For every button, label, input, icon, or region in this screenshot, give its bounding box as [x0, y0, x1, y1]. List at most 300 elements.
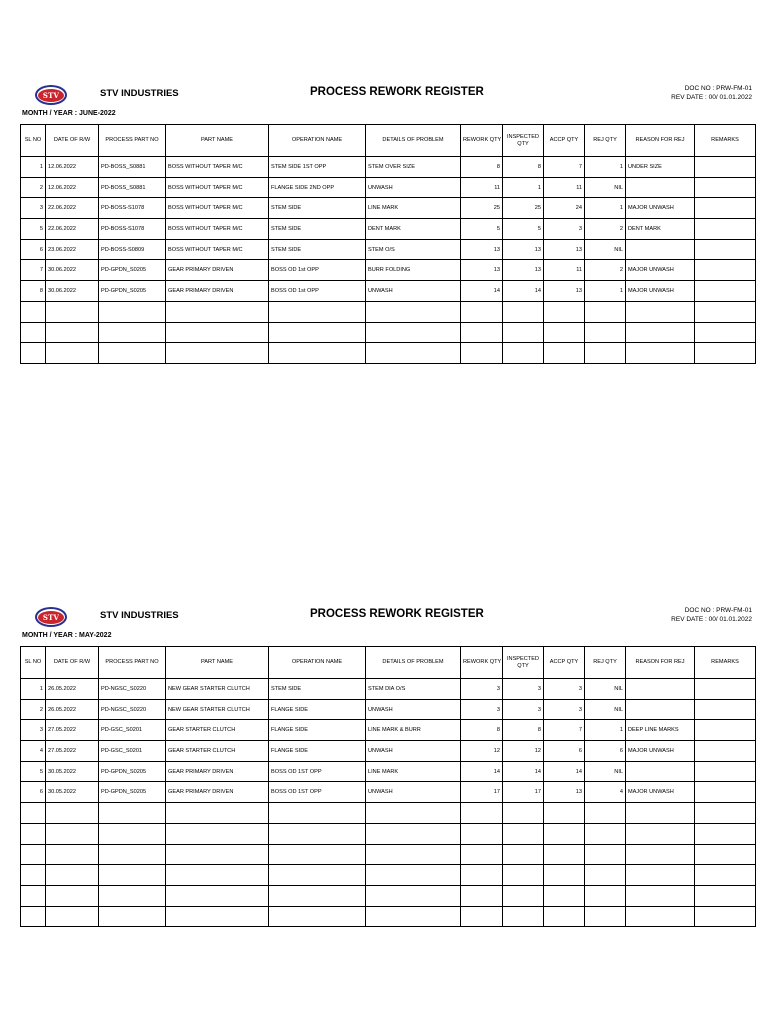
empty-cell	[626, 803, 695, 824]
cell-reason	[626, 699, 695, 720]
cell-rework-qty: 13	[461, 260, 503, 281]
cell-accp-qty: 3	[544, 699, 585, 720]
empty-row	[21, 803, 756, 824]
cell-rej-qty: 1	[585, 198, 626, 219]
empty-cell	[544, 885, 585, 906]
cell-rej-qty: NIL	[585, 699, 626, 720]
cell-part-name: GEAR STARTER CLUTCH	[166, 741, 269, 762]
cell-problem: DENT MARK	[366, 219, 461, 240]
table-row	[21, 281, 756, 302]
empty-cell	[21, 844, 46, 865]
cell-operation: STEM SIDE	[269, 239, 366, 260]
column-header-operation: OPERATION NAME	[269, 647, 366, 679]
cell-operation: STEM SIDE	[269, 198, 366, 219]
cell-part-name: BOSS WITHOUT TAPER M/C	[166, 198, 269, 219]
cell-inspected-qty: 3	[503, 699, 544, 720]
empty-cell	[585, 906, 626, 927]
cell-rework-qty: 8	[461, 720, 503, 741]
empty-cell	[544, 865, 585, 886]
empty-cell	[366, 343, 461, 364]
cell-remarks	[695, 239, 756, 260]
empty-cell	[269, 343, 366, 364]
empty-cell	[269, 844, 366, 865]
empty-cell	[503, 322, 544, 343]
cell-rework-qty: 13	[461, 239, 503, 260]
cell-operation: BOSS OD 1ST OPP	[269, 761, 366, 782]
cell-date: 12.06.2022	[46, 157, 99, 178]
empty-cell	[366, 301, 461, 322]
empty-cell	[99, 823, 166, 844]
empty-cell	[21, 301, 46, 322]
empty-cell	[99, 906, 166, 927]
cell-rej-qty: NIL	[585, 761, 626, 782]
column-header-part-no: PROCESS PART NO	[99, 125, 166, 157]
empty-cell	[21, 823, 46, 844]
column-header-part-no: PROCESS PART NO	[99, 647, 166, 679]
empty-cell	[99, 885, 166, 906]
cell-accp-qty: 3	[544, 219, 585, 240]
column-header-reason: REASON FOR REJ	[626, 647, 695, 679]
empty-cell	[695, 844, 756, 865]
column-header-sl-no: SL NO	[21, 647, 46, 679]
empty-row	[21, 906, 756, 927]
cell-part-name: GEAR PRIMARY DRIVEN	[166, 281, 269, 302]
empty-cell	[99, 322, 166, 343]
empty-cell	[626, 322, 695, 343]
empty-cell	[461, 301, 503, 322]
empty-cell	[99, 803, 166, 824]
cell-remarks	[695, 679, 756, 700]
stv-logo	[35, 85, 67, 105]
empty-cell	[99, 301, 166, 322]
cell-sl-no: 6	[21, 239, 46, 260]
cell-operation: BOSS OD 1ST OPP	[269, 782, 366, 803]
cell-date: 23.06.2022	[46, 239, 99, 260]
cell-remarks	[695, 198, 756, 219]
register-header	[20, 602, 755, 639]
cell-part-name: GEAR PRIMARY DRIVEN	[166, 260, 269, 281]
cell-part-no: PD-NGSC_S0220	[99, 679, 166, 700]
cell-sl-no: 3	[21, 198, 46, 219]
cell-part-no: PD-GPDN_S0205	[99, 761, 166, 782]
cell-problem: UNWASH	[366, 782, 461, 803]
cell-accp-qty: 11	[544, 260, 585, 281]
company-name: STV INDUSTRIES	[100, 610, 179, 621]
empty-cell	[461, 322, 503, 343]
cell-operation: BOSS OD 1st OPP	[269, 260, 366, 281]
cell-sl-no: 8	[21, 281, 46, 302]
cell-rej-qty: 1	[585, 157, 626, 178]
empty-cell	[544, 906, 585, 927]
cell-inspected-qty: 13	[503, 239, 544, 260]
empty-cell	[46, 844, 99, 865]
cell-problem: UNWASH	[366, 699, 461, 720]
empty-cell	[166, 906, 269, 927]
cell-reason: DENT MARK	[626, 219, 695, 240]
empty-cell	[695, 343, 756, 364]
cell-accp-qty: 24	[544, 198, 585, 219]
cell-remarks	[695, 157, 756, 178]
empty-cell	[21, 803, 46, 824]
cell-reason: DEEP LINE MARKS	[626, 720, 695, 741]
cell-inspected-qty: 8	[503, 720, 544, 741]
cell-sl-no: 5	[21, 219, 46, 240]
rev-date: REV DATE : 00/ 01.01.2022	[671, 93, 752, 101]
register-title: PROCESS REWORK REGISTER	[310, 608, 484, 620]
cell-part-no: PD-BOSS_S0881	[99, 157, 166, 178]
empty-cell	[695, 301, 756, 322]
cell-part-no: PD-GPDN_S0205	[99, 281, 166, 302]
empty-cell	[166, 823, 269, 844]
empty-cell	[21, 343, 46, 364]
table-row	[21, 741, 756, 762]
cell-date: 12.06.2022	[46, 177, 99, 198]
cell-reason: MAJOR UNWASH	[626, 198, 695, 219]
cell-operation: FLANGE SIDE	[269, 741, 366, 762]
empty-cell	[626, 844, 695, 865]
cell-date: 26.05.2022	[46, 679, 99, 700]
cell-part-name: GEAR PRIMARY DRIVEN	[166, 761, 269, 782]
empty-cell	[695, 906, 756, 927]
cell-remarks	[695, 260, 756, 281]
cell-accp-qty: 7	[544, 720, 585, 741]
cell-reason: MAJOR UNWASH	[626, 260, 695, 281]
cell-problem: STEM DIA O/S	[366, 679, 461, 700]
empty-cell	[695, 823, 756, 844]
cell-remarks	[695, 741, 756, 762]
empty-cell	[21, 865, 46, 886]
cell-remarks	[695, 281, 756, 302]
empty-cell	[46, 343, 99, 364]
cell-sl-no: 6	[21, 782, 46, 803]
empty-cell	[99, 844, 166, 865]
column-header-accp-qty: ACCP QTY	[544, 647, 585, 679]
empty-cell	[544, 322, 585, 343]
empty-cell	[503, 885, 544, 906]
cell-remarks	[695, 219, 756, 240]
doc-info	[671, 607, 752, 624]
column-header-inspected-qty: INSPECTED QTY	[503, 125, 544, 157]
empty-cell	[585, 301, 626, 322]
cell-rework-qty: 17	[461, 782, 503, 803]
cell-part-no: PD-GSC_S0201	[99, 741, 166, 762]
empty-cell	[46, 906, 99, 927]
cell-accp-qty: 13	[544, 281, 585, 302]
empty-cell	[166, 844, 269, 865]
table-body	[21, 157, 756, 364]
cell-inspected-qty: 1	[503, 177, 544, 198]
cell-rework-qty: 3	[461, 679, 503, 700]
cell-reason	[626, 177, 695, 198]
cell-accp-qty: 13	[544, 782, 585, 803]
empty-cell	[503, 823, 544, 844]
table-row	[21, 720, 756, 741]
table-header-row	[21, 125, 756, 157]
column-header-remarks: REMARKS	[695, 125, 756, 157]
empty-cell	[626, 301, 695, 322]
cell-sl-no: 7	[21, 260, 46, 281]
table-body	[21, 679, 756, 927]
cell-problem: LINE MARK & BURR	[366, 720, 461, 741]
empty-cell	[461, 343, 503, 364]
column-header-rework-qty: REWORK QTY	[461, 647, 503, 679]
cell-problem: UNWASH	[366, 281, 461, 302]
cell-rej-qty: NIL	[585, 239, 626, 260]
empty-cell	[503, 865, 544, 886]
cell-remarks	[695, 782, 756, 803]
cell-part-no: PD-BOSS-S1078	[99, 198, 166, 219]
empty-cell	[46, 823, 99, 844]
empty-cell	[461, 803, 503, 824]
cell-reason	[626, 761, 695, 782]
doc-number: DOC NO : PRW-FM-01	[684, 85, 752, 92]
empty-cell	[46, 301, 99, 322]
empty-cell	[503, 803, 544, 824]
empty-cell	[46, 865, 99, 886]
cell-date: 30.06.2022	[46, 260, 99, 281]
empty-cell	[461, 906, 503, 927]
table-row	[21, 239, 756, 260]
cell-inspected-qty: 3	[503, 679, 544, 700]
cell-rej-qty: 1	[585, 281, 626, 302]
rework-table	[20, 124, 756, 364]
cell-date: 27.05.2022	[46, 720, 99, 741]
empty-cell	[695, 803, 756, 824]
doc-number: DOC NO : PRW-FM-01	[684, 607, 752, 614]
column-header-date: DATE OF R/W	[46, 125, 99, 157]
cell-part-name: GEAR STARTER CLUTCH	[166, 720, 269, 741]
cell-date: 30.05.2022	[46, 782, 99, 803]
cell-part-no: PD-GPDN_S0205	[99, 260, 166, 281]
empty-cell	[585, 322, 626, 343]
table-row	[21, 198, 756, 219]
cell-accp-qty: 14	[544, 761, 585, 782]
cell-part-no: PD-BOSS_S0881	[99, 177, 166, 198]
cell-accp-qty: 13	[544, 239, 585, 260]
column-header-part-name: PART NAME	[166, 647, 269, 679]
empty-cell	[269, 823, 366, 844]
empty-row	[21, 343, 756, 364]
cell-rework-qty: 14	[461, 761, 503, 782]
cell-part-name: BOSS WITHOUT TAPER M/C	[166, 239, 269, 260]
cell-remarks	[695, 699, 756, 720]
table-row	[21, 761, 756, 782]
empty-cell	[366, 322, 461, 343]
empty-cell	[461, 844, 503, 865]
cell-rej-qty: 6	[585, 741, 626, 762]
cell-problem: LINE MARK	[366, 761, 461, 782]
cell-rework-qty: 14	[461, 281, 503, 302]
cell-accp-qty: 11	[544, 177, 585, 198]
empty-cell	[166, 865, 269, 886]
cell-rej-qty: 2	[585, 219, 626, 240]
table-row	[21, 219, 756, 240]
company-name: STV INDUSTRIES	[100, 88, 179, 99]
empty-cell	[626, 906, 695, 927]
cell-part-no: PD-GSC_S0201	[99, 720, 166, 741]
stv-logo	[35, 607, 67, 627]
empty-cell	[503, 906, 544, 927]
cell-part-no: PD-BOSS-S0809	[99, 239, 166, 260]
cell-inspected-qty: 17	[503, 782, 544, 803]
cell-date: 30.06.2022	[46, 281, 99, 302]
cell-remarks	[695, 720, 756, 741]
cell-part-no: PD-BOSS-S1078	[99, 219, 166, 240]
cell-problem: BURR FOLDING	[366, 260, 461, 281]
empty-cell	[503, 343, 544, 364]
empty-cell	[46, 803, 99, 824]
empty-row	[21, 823, 756, 844]
empty-row	[21, 301, 756, 322]
empty-cell	[366, 844, 461, 865]
empty-cell	[503, 844, 544, 865]
cell-part-name: GEAR PRIMARY DRIVEN	[166, 782, 269, 803]
cell-rework-qty: 12	[461, 741, 503, 762]
empty-cell	[461, 885, 503, 906]
column-header-rej-qty: REJ QTY	[585, 125, 626, 157]
cell-reason: MAJOR UNWASH	[626, 281, 695, 302]
cell-date: 22.06.2022	[46, 198, 99, 219]
column-header-problem: DETAILS OF PROBLEM	[366, 125, 461, 157]
cell-operation: BOSS OD 1st OPP	[269, 281, 366, 302]
cell-reason	[626, 239, 695, 260]
empty-cell	[695, 865, 756, 886]
cell-sl-no: 2	[21, 177, 46, 198]
cell-remarks	[695, 761, 756, 782]
table-row	[21, 679, 756, 700]
cell-rej-qty: 2	[585, 260, 626, 281]
empty-cell	[366, 865, 461, 886]
empty-cell	[585, 865, 626, 886]
column-header-operation: OPERATION NAME	[269, 125, 366, 157]
empty-cell	[585, 885, 626, 906]
cell-inspected-qty: 12	[503, 741, 544, 762]
doc-info	[671, 85, 752, 102]
empty-cell	[166, 322, 269, 343]
empty-cell	[503, 301, 544, 322]
column-header-rej-qty: REJ QTY	[585, 647, 626, 679]
empty-cell	[21, 322, 46, 343]
empty-cell	[366, 823, 461, 844]
column-header-remarks: REMARKS	[695, 647, 756, 679]
stv-logo-text: STV	[38, 89, 64, 102]
empty-cell	[269, 803, 366, 824]
cell-part-name: BOSS WITHOUT TAPER M/C	[166, 177, 269, 198]
empty-cell	[46, 885, 99, 906]
cell-rej-qty: NIL	[585, 679, 626, 700]
cell-reason: UNDER SIZE	[626, 157, 695, 178]
empty-cell	[626, 823, 695, 844]
cell-remarks	[695, 177, 756, 198]
column-header-problem: DETAILS OF PROBLEM	[366, 647, 461, 679]
cell-problem: UNWASH	[366, 741, 461, 762]
empty-cell	[269, 301, 366, 322]
register-may	[20, 602, 755, 927]
column-header-inspected-qty: INSPECTED QTY	[503, 647, 544, 679]
empty-cell	[544, 803, 585, 824]
cell-rework-qty: 11	[461, 177, 503, 198]
cell-reason: MAJOR UNWASH	[626, 782, 695, 803]
empty-cell	[585, 803, 626, 824]
cell-reason	[626, 679, 695, 700]
table-header-row	[21, 647, 756, 679]
empty-cell	[99, 343, 166, 364]
empty-row	[21, 865, 756, 886]
cell-accp-qty: 6	[544, 741, 585, 762]
register-june	[20, 80, 755, 364]
cell-date: 27.05.2022	[46, 741, 99, 762]
month-year: MONTH / YEAR : JUNE-2022	[22, 110, 116, 117]
cell-rework-qty: 8	[461, 157, 503, 178]
column-header-rework-qty: REWORK QTY	[461, 125, 503, 157]
empty-cell	[269, 865, 366, 886]
cell-inspected-qty: 13	[503, 260, 544, 281]
cell-sl-no: 5	[21, 761, 46, 782]
rework-table	[20, 646, 756, 927]
cell-sl-no: 2	[21, 699, 46, 720]
empty-row	[21, 844, 756, 865]
empty-cell	[461, 823, 503, 844]
cell-sl-no: 3	[21, 720, 46, 741]
rev-date: REV DATE : 00/ 01.01.2022	[671, 615, 752, 623]
empty-cell	[166, 301, 269, 322]
cell-part-name: NEW GEAR STARTER CLUTCH	[166, 679, 269, 700]
column-header-date: DATE OF R/W	[46, 647, 99, 679]
empty-cell	[544, 844, 585, 865]
cell-accp-qty: 3	[544, 679, 585, 700]
empty-cell	[544, 823, 585, 844]
cell-rework-qty: 3	[461, 699, 503, 720]
empty-cell	[626, 343, 695, 364]
cell-date: 30.05.2022	[46, 761, 99, 782]
column-header-part-name: PART NAME	[166, 125, 269, 157]
cell-rej-qty: 1	[585, 720, 626, 741]
empty-cell	[544, 343, 585, 364]
cell-date: 22.06.2022	[46, 219, 99, 240]
empty-cell	[585, 844, 626, 865]
cell-part-name: NEW GEAR STARTER CLUTCH	[166, 699, 269, 720]
empty-cell	[585, 343, 626, 364]
empty-cell	[366, 885, 461, 906]
cell-rej-qty: NIL	[585, 177, 626, 198]
cell-inspected-qty: 5	[503, 219, 544, 240]
column-header-sl-no: SL NO	[21, 125, 46, 157]
cell-problem: STEM O/S	[366, 239, 461, 260]
cell-operation: FLANGE SIDE 2ND OPP	[269, 177, 366, 198]
column-header-accp-qty: ACCP QTY	[544, 125, 585, 157]
cell-problem: STEM OVER SIZE	[366, 157, 461, 178]
cell-rework-qty: 5	[461, 219, 503, 240]
empty-cell	[585, 823, 626, 844]
cell-problem: UNWASH	[366, 177, 461, 198]
empty-cell	[99, 865, 166, 886]
column-header-reason: REASON FOR REJ	[626, 125, 695, 157]
empty-cell	[166, 343, 269, 364]
register-title: PROCESS REWORK REGISTER	[310, 86, 484, 98]
cell-operation: FLANGE SIDE	[269, 699, 366, 720]
empty-cell	[269, 322, 366, 343]
empty-cell	[626, 865, 695, 886]
cell-sl-no: 4	[21, 741, 46, 762]
empty-cell	[21, 906, 46, 927]
table-row	[21, 782, 756, 803]
empty-cell	[366, 803, 461, 824]
cell-part-no: PD-NGSC_S0220	[99, 699, 166, 720]
empty-cell	[544, 301, 585, 322]
empty-cell	[695, 885, 756, 906]
empty-cell	[626, 885, 695, 906]
cell-inspected-qty: 8	[503, 157, 544, 178]
